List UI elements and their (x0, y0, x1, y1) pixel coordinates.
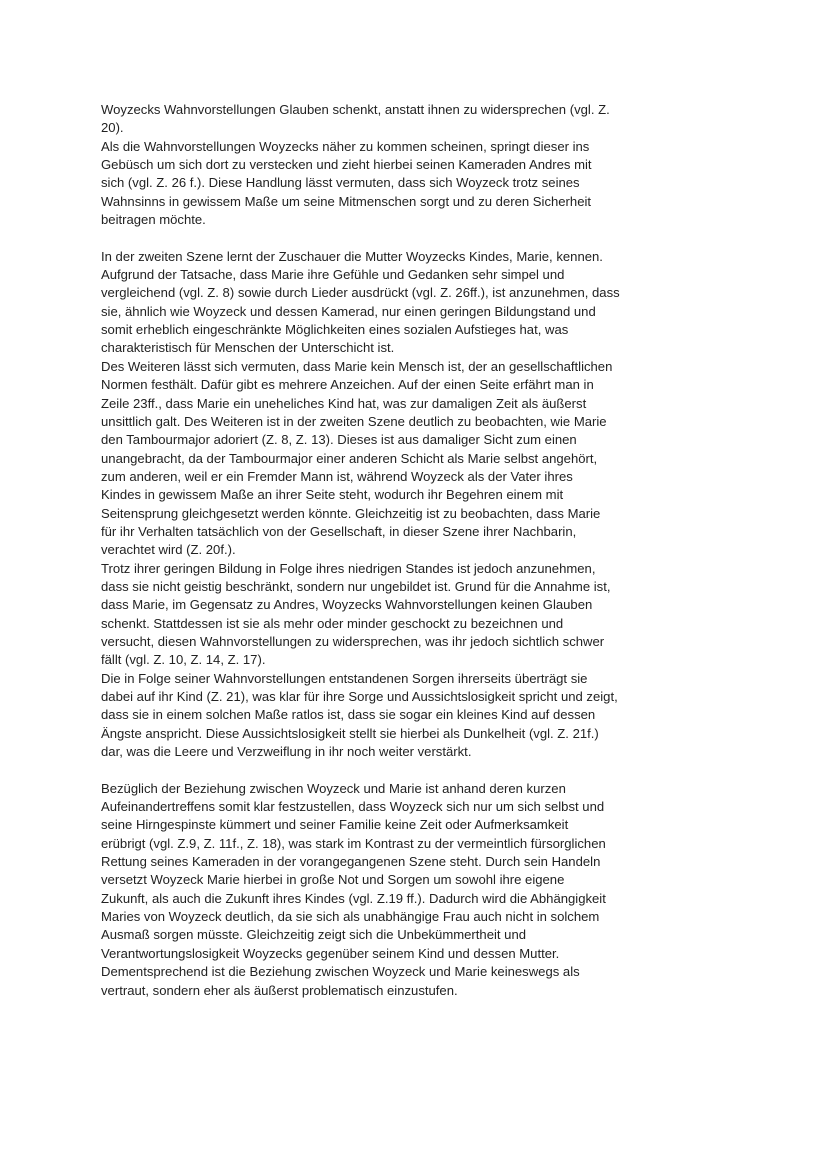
text-line: für ihr Verhalten tatsächlich von der Gesellschaft, in dieser Szene ihrer Nachbarin, (101, 523, 577, 539)
text-line: fällt (vgl. Z. 10, Z. 14, Z. 17). (101, 652, 266, 668)
paragraph (101, 101, 729, 138)
text-line: unsittlich galt. Des Weiteren ist in der zweiten Szene deutlich zu beobachten, wie Marie (101, 413, 607, 429)
paragraph (101, 670, 729, 762)
text-line: 20). (101, 120, 124, 136)
text-line: versetzt Woyzeck Marie hierbei in große Not und Sorgen um sowohl ihre eigene (101, 872, 565, 888)
text-line: zum anderen, weil er ein Fremder Mann ist, während Woyzeck als der Vater ihres (101, 468, 573, 484)
text-line: somit erheblich eingeschränkte Möglichkeiten eines sozialen Aufstieges hat, was (101, 322, 569, 338)
text-line: dass Marie, im Gegensatz zu Andres, Woyzecks Wahnvorstellungen keinen Glauben (101, 597, 593, 613)
text-line: Zeile 23ff., dass Marie ein uneheliches Kind hat, was zur damaligen Zeit als äußerst (101, 395, 587, 411)
text-line: vergleichend (vgl. Z. 8) sowie durch Lieder ausdrückt (vgl. Z. 26ff.), ist anzunehmen, dass (101, 285, 620, 301)
text-line: Maries von Woyzeck deutlich, da sie sich als unabhängige Frau auch nicht in solchem (101, 909, 600, 925)
text-line: Als die Wahnvorstellungen Woyzecks näher zu kommen scheinen, springt dieser ins (101, 138, 590, 154)
text-line: erübrigt (vgl. Z.9, Z. 11f., Z. 18), was stark im Kontrast zu der vermeintlich fürsorglichen (101, 835, 606, 851)
text-line: Gebüsch um sich dort zu verstecken und zieht hierbei seinen Kameraden Andres mit (101, 157, 592, 173)
document-body (101, 101, 729, 1000)
text-line: Die in Folge seiner Wahnvorstellungen entstandenen Sorgen ihrerseits überträgt sie (101, 670, 588, 686)
text-line: Woyzecks Wahnvorstellungen Glauben schenkt, anstatt ihnen zu widersprechen (vgl. Z. (101, 102, 610, 117)
paragraph (101, 248, 729, 358)
text-line: dabei auf ihr Kind (Z. 21), was klar für ihre Sorge und Aussichtslosigkeit spricht und zeigt, (101, 689, 618, 704)
text-line: Des Weiteren lässt sich vermuten, dass Marie kein Mensch ist, der an gesellschaftlichen (101, 358, 613, 374)
text-line: vertraut, sondern eher als äußerst problematisch einzustufen. (101, 982, 458, 998)
text-line: Normen festhält. Dafür gibt es mehrere Anzeichen. Auf der einen Seite erfährt man in (101, 377, 594, 393)
text-line: dass sie nicht geistig beschränkt, sondern nur ungebildet ist. Grund für die Annahme ist, (101, 578, 611, 594)
text-line: Rettung seines Kameraden in der vorangegangenen Szene steht. Durch sein Handeln (101, 854, 601, 870)
text-line: Bezüglich der Beziehung zwischen Woyzeck und Marie ist anhand deren kurzen (101, 780, 566, 796)
paragraph (101, 138, 729, 230)
text-line: versucht, diesen Wahnvorstellungen zu widersprechen, was ihr jedoch sichtlich schwer (101, 633, 605, 649)
text-line: Wahnsinns in gewissem Maße um seine Mitmenschen sorgt und zu deren Sicherheit (101, 193, 592, 209)
text-line: Verantwortungslosigkeit Woyzecks gegenüber seinem Kind und dessen Mutter. (101, 945, 560, 961)
text-line: schenkt. Stattdessen ist sie als mehr oder minder geschockt zu bezeichnen und (101, 615, 564, 631)
document-section (101, 101, 729, 229)
text-line: Aufgrund der Tatsache, dass Marie ihre Gefühle und Gedanken sehr simpel und (101, 267, 565, 283)
text-line: unangebracht, da der Tambourmajor einer anderen Schicht als Marie selbst angehört, (101, 450, 598, 466)
document-section (101, 780, 729, 1000)
paragraph (101, 358, 729, 560)
text-line: Trotz ihrer geringen Bildung in Folge ihres niedrigen Standes ist jedoch anzunehmen, (101, 560, 596, 576)
text-line: Dementsprechend ist die Beziehung zwischen Woyzeck und Marie keineswegs als (101, 964, 580, 980)
text-line: sich (vgl. Z. 26 f.). Diese Handlung lässt vermuten, dass sich Woyzeck trotz seines (101, 175, 580, 191)
section-gap (101, 761, 729, 779)
text-line: Zukunft, als auch die Zukunft ihres Kindes (vgl. Z.19 ff.). Dadurch wird die Abhängigkeit (101, 890, 606, 906)
text-line: den Tambourmajor adoriert (Z. 8, Z. 13). Dieses ist aus damaliger Sicht zum einen (101, 432, 577, 448)
text-line: Aufeinandertreffens somit klar festzustellen, dass Woyzeck sich nur um sich selbst und (101, 799, 605, 815)
text-line: dar, was die Leere und Verzweiflung in ihr noch weiter verstärkt. (101, 744, 472, 760)
text-line: dass sie in einem solchen Maße ratlos ist, dass sie sogar ein kleines Kind auf dessen (101, 707, 596, 723)
section-gap (101, 229, 729, 247)
paragraph (101, 560, 729, 670)
text-line: Ängste anspricht. Diese Aussichtslosigkeit stellt sie hierbei als Dunkelheit (vgl. Z. 21f.) (101, 725, 599, 741)
text-line: Seitensprung gleichgesetzt werden könnte. Gleichzeitig ist zu beobachten, dass Marie (101, 505, 601, 521)
document-section (101, 248, 729, 762)
text-line: seine Hirngespinste kümmert und seiner Familie keine Zeit oder Aufmerksamkeit (101, 817, 569, 833)
text-line: Kindes in gewissem Maße an ihrer Seite steht, wodurch ihr Begehren einem mit (101, 487, 564, 503)
text-line: sie, ähnlich wie Woyzeck und dessen Kamerad, nur einen geringen Bildungstand und (101, 303, 596, 319)
paragraph (101, 780, 729, 1000)
text-line: charakteristisch für Menschen der Unterschicht ist. (101, 340, 395, 356)
text-line: beitragen möchte. (101, 212, 206, 228)
text-line: verachtet wird (Z. 20f.). (101, 542, 236, 558)
text-line: In der zweiten Szene lernt der Zuschauer die Mutter Woyzecks Kindes, Marie, kennen. (101, 248, 603, 264)
text-line: Ausmaß sorgen müsste. Gleichzeitig zeigt sich die Unbekümmertheit und (101, 927, 527, 943)
